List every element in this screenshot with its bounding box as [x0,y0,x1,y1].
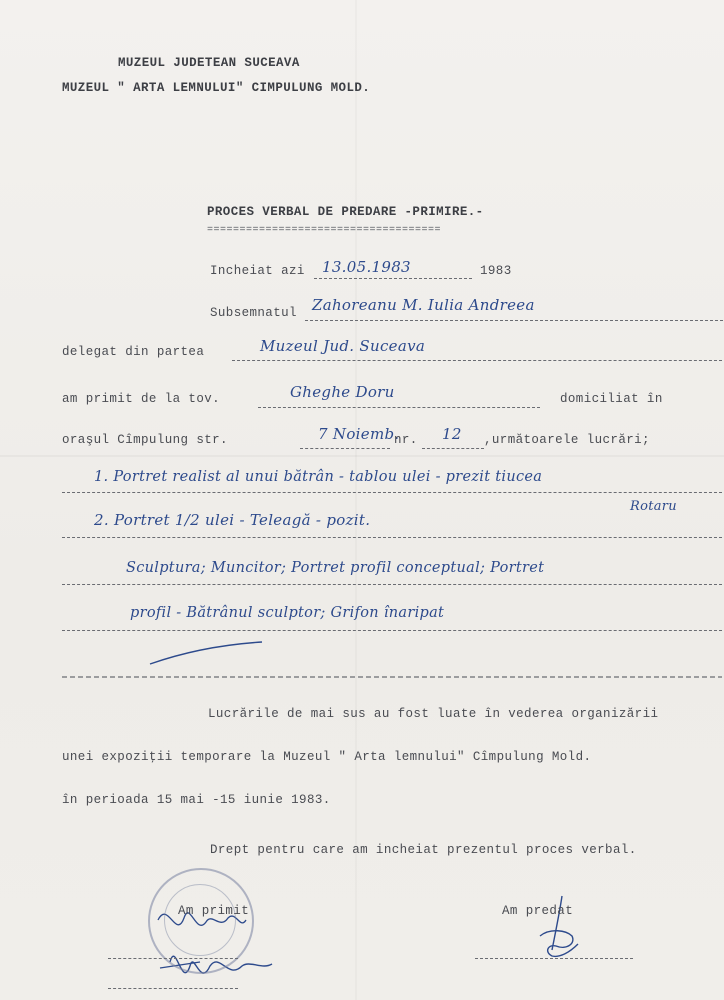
pen-stroke-dash [150,642,262,664]
title-rule: ==================================== [207,225,442,236]
para-1-line-1: Lucrările de mai sus au fost luate în vederea organizării [208,707,659,721]
signature-label-primit: Am primit [178,904,250,918]
date-label: Incheiat azi [210,264,305,278]
delegat-label: delegat din partea [62,345,205,359]
strada-value: 7 Noiemb. [318,425,400,443]
works-line-2: 2. Portret 1/2 ulei - Teleagă - pozit. [94,511,371,529]
signature-line-left [108,958,238,959]
delegat-value: Muzeul Jud. Suceava [260,337,426,355]
nr-value: 12 [442,425,462,443]
signature-line-right [475,958,633,959]
subsemnatul-value: Zahoreanu M. Iulia Andreea [312,296,535,314]
date-value: 13.05.1983 [322,258,411,276]
works-line-4: profil - Bătrânul sculptor; Grifon înaripat [130,605,445,621]
works-line-1-sub: Rotaru [630,499,677,514]
para-1-line-3: în perioada 15 mai -15 iunie 1983. [62,793,331,807]
primit-value: Gheghe Doru [290,383,395,401]
subsemnatul-label: Subsemnatul [210,306,297,320]
works-line-1: 1. Portret realist al unui bătrân - tablou ulei - prezit tiucea [94,469,543,485]
signature-label-predat: Am predat [502,904,574,918]
date-year: 1983 [480,264,512,278]
nr-label: nr. [394,433,418,447]
primit-label: am primit de la tov. [62,392,221,406]
domiciliat-label: domiciliat în [560,392,663,406]
urmatoarele-label: ,următoarele lucrări; [484,433,650,447]
header-line-2: MUZEUL " ARTA LEMNULUI" CIMPULUNG MOLD. [62,81,371,95]
para-2: Drept pentru care am incheiat prezentul proces verbal. [210,843,637,857]
header-line-1: MUZEUL JUDETEAN SUCEAVA [118,56,300,70]
stamp-inner-ring [164,884,236,956]
document-title: PROCES VERBAL DE PREDARE -PRIMIRE.- [207,205,484,219]
works-line-3: Sculptura; Muncitor; Portret profil conceptual; Portret [126,560,545,576]
signature-line-left-2 [108,988,238,989]
oras-label: oraşul Cîmpulung str. [62,433,228,447]
para-1-line-2: unei expoziţii temporare la Muzeul " Arta lemnului" Cîmpulung Mold. [62,750,592,764]
